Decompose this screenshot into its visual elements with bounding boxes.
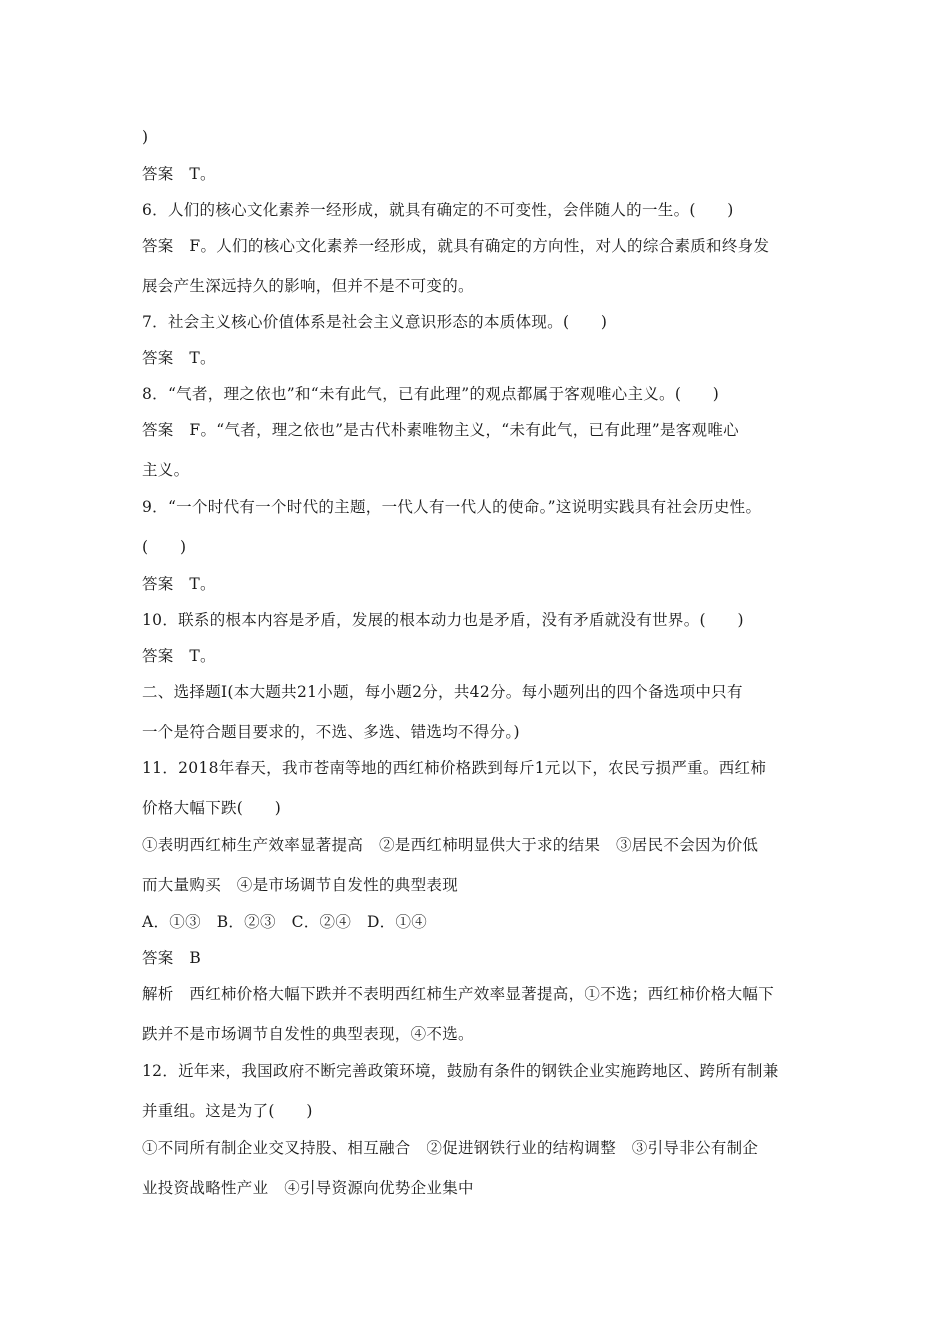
text-line: ) [142,128,149,146]
question-12: 12．近年来，我国政府不断完善政策环境，鼓励有条件的钢铁企业实施跨地区、跨所有制兼 [142,1062,779,1080]
answer-continuation: 展会产生深远持久的影响，但并不是不可变的。 [142,277,474,295]
answer-line: 答案 T。 [142,349,216,367]
question-continuation: ( ) [142,538,187,556]
answer-line: 答案 T。 [142,647,216,665]
question-8: 8．“气者，理之依也”和“未有此气，已有此理”的观点都属于客观唯心主义。( ) [142,385,720,403]
question-11: 11．2018年春天，我市苍南等地的西红柿价格跌到每斤1元以下，农民亏损严重。西红柿 [142,759,767,777]
answer-choices: A．①③ B．②③ C．②④ D．①④ [142,913,428,931]
question-6: 6．人们的核心文化素养一经形成，就具有确定的不可变性，会伴随人的一生。( ) [142,201,734,219]
answer-line: 答案 F。“气者，理之依也”是古代朴素唯物主义，“未有此气，已有此理”是客观唯心 [142,421,739,439]
question-10: 10．联系的根本内容是矛盾，发展的根本动力也是矛盾，没有矛盾就没有世界。( ) [142,611,744,629]
answer-line: 答案 B [142,949,202,967]
explanation-continuation: 跌并不是市场调节自发性的典型表现，④不选。 [142,1025,474,1043]
explanation-line: 解析 西红柿价格大幅下跌并不表明西红柿生产效率显著提高，①不选；西红柿价格大幅下 [142,985,775,1003]
option-statements: ①表明西红柿生产效率显著提高 ②是西红柿明显供大于求的结果 ③居民不会因为价低 [142,836,759,854]
answer-line: 答案 T。 [142,575,216,593]
answer-continuation: 主义。 [142,461,190,479]
question-9: 9．“一个时代有一个时代的主题，一代人有一代人的使命。”这说明实践具有社会历史性。 [142,498,762,516]
question-continuation: 并重组。这是为了( ) [142,1102,313,1120]
answer-line: 答案 F。人们的核心文化素养一经形成，就具有确定的方向性，对人的综合素质和终身发 [142,237,770,255]
question-7: 7．社会主义核心价值体系是社会主义意识形态的本质体现。( ) [142,313,608,331]
option-statements-continuation: 而大量购买 ④是市场调节自发性的典型表现 [142,876,459,894]
answer-line: 答案 T。 [142,165,216,183]
question-continuation: 价格大幅下跌( ) [142,799,282,817]
section-heading: 二、选择题Ⅰ(本大题共21小题，每小题2分，共42分。每小题列出的四个备选项中只有 [142,683,743,701]
option-statements-continuation: 业投资战略性产业 ④引导资源向优势企业集中 [142,1179,474,1197]
section-heading-continuation: 一个是符合题目要求的，不选、多选、错选均不得分。) [142,723,520,741]
option-statements: ①不同所有制企业交叉持股、相互融合 ②促进钢铁行业的结构调整 ③引导非公有制企 [142,1139,759,1157]
